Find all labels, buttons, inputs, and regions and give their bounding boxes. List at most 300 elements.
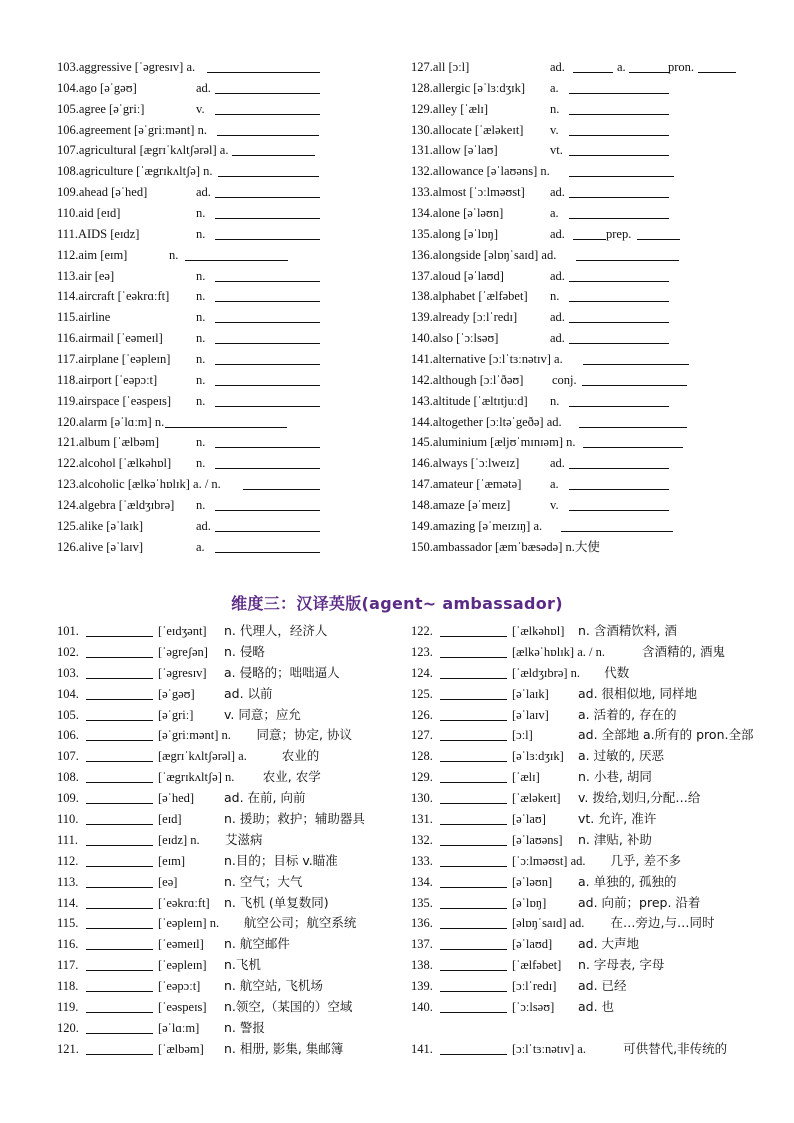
answer-blank[interactable] — [215, 204, 320, 219]
part-of-speech: n. — [196, 352, 206, 367]
answer-blank[interactable] — [569, 79, 669, 94]
phonetic: [əˈlɜːdʒɪk] — [512, 749, 564, 764]
item-number: 122. — [411, 624, 433, 638]
item-number: 136. — [411, 916, 433, 931]
answer-blank[interactable] — [215, 267, 320, 282]
vocab-row — [57, 537, 387, 558]
answer-blank[interactable] — [440, 894, 507, 909]
vocab-row — [57, 495, 387, 516]
answer-blank[interactable] — [569, 329, 669, 344]
phonetic: [ɔːlˈtɜːnətɪv] a. — [512, 1041, 586, 1056]
vocab-row — [57, 307, 387, 328]
answer-blank[interactable] — [569, 162, 674, 177]
translation-row — [411, 705, 756, 726]
answer-blank[interactable] — [86, 706, 153, 721]
answer-blank[interactable] — [86, 831, 153, 846]
vocab-term: 116.airmail [ˈeəmeɪl] — [57, 331, 163, 346]
vocab-term: 140.also [ˈɔːlsəʊ] — [411, 331, 499, 346]
translation-row — [411, 830, 756, 851]
item-number: 115. — [57, 916, 79, 931]
phonetic: [ˈælbəm] — [158, 1041, 204, 1056]
vocab-term: 146.always [ˈɔːlweɪz] — [411, 456, 520, 471]
item-number: 133. — [411, 853, 433, 868]
answer-blank[interactable] — [440, 852, 507, 867]
translation-row — [411, 1039, 756, 1060]
answer-blank[interactable] — [440, 873, 507, 888]
phonetic: [ˈeəpleɪn] n. — [158, 916, 220, 931]
answer-blank[interactable] — [86, 894, 153, 909]
answer-blank[interactable] — [698, 58, 736, 73]
part-of-speech: ad. — [196, 518, 211, 533]
phonetic: [əˈlɒŋ] — [512, 895, 547, 910]
answer-blank[interactable] — [215, 538, 320, 553]
vocab-term: 127.all [ɔːl] — [411, 60, 470, 74]
answer-blank[interactable] — [637, 225, 680, 240]
answer-blank[interactable] — [86, 685, 153, 700]
vocab-row — [411, 391, 751, 412]
translation-row — [57, 663, 402, 684]
answer-blank[interactable] — [215, 308, 320, 323]
vocab-row — [411, 286, 751, 307]
vocab-row — [411, 224, 751, 245]
answer-blank[interactable] — [629, 58, 669, 73]
answer-blank[interactable] — [215, 287, 320, 302]
phonetic: [ˈəgresɪv] — [158, 665, 207, 680]
phonetic: [ˈeəmeɪl] — [158, 937, 204, 952]
item-number: 130. — [411, 791, 433, 806]
answer-blank[interactable] — [440, 685, 507, 700]
answer-blank[interactable] — [217, 121, 319, 136]
translation-row — [57, 976, 402, 997]
item-number: 126. — [411, 707, 433, 722]
answer-blank[interactable] — [243, 475, 320, 490]
answer-blank[interactable] — [86, 747, 153, 762]
answer-blank[interactable] — [86, 810, 153, 825]
phonetic: [ɔːl] — [512, 728, 533, 743]
item-number: 141. — [411, 1041, 433, 1056]
phonetic: [əˈlaʊd] — [512, 937, 553, 952]
answer-blank[interactable] — [579, 413, 687, 428]
definition: 艾滋病 — [225, 831, 263, 847]
vocab-row — [411, 349, 751, 370]
vocab-term: 130.allocate [ˈæləkeɪt] — [411, 122, 524, 137]
vocab-term: 144.altogether [ɔːltəˈgeðə] ad. — [411, 414, 562, 429]
phonetic: [əˈlaɪv] — [512, 707, 549, 722]
translation-row — [57, 684, 402, 705]
answer-blank[interactable] — [440, 956, 507, 971]
item-number: 104. — [57, 686, 79, 701]
part-of-speech: n. — [196, 435, 206, 450]
phonetic: [ˈɔːlsəʊ] — [512, 1000, 555, 1015]
phonetic: [ˈeəpɔːt] — [158, 979, 201, 994]
part-of-speech: pron. — [668, 60, 695, 74]
phonetic: [əlɒŋˈsaɪd] ad. — [512, 916, 585, 931]
phonetic: [əˈhed] — [158, 791, 195, 806]
answer-blank[interactable] — [440, 977, 507, 992]
item-number: 105. — [57, 707, 79, 722]
vocab-row — [411, 57, 751, 78]
definition: n. 警报 — [224, 1019, 265, 1035]
definition: ad. 很相似地, 同样地 — [578, 685, 697, 701]
definition: n. 津贴, 补助 — [578, 831, 652, 847]
translation-row — [411, 893, 756, 914]
definition: v. 同意；应允 — [224, 706, 301, 722]
vocab-term: 132.allowance [əˈlaʊəns] n. — [411, 164, 550, 179]
answer-blank[interactable] — [86, 643, 153, 658]
translation-row — [57, 809, 402, 830]
definition: n. 侵略 — [224, 643, 265, 659]
section1-right-column — [411, 57, 751, 558]
vocab-term: 112.aim [eɪm] — [57, 247, 128, 262]
part-of-speech: ad. — [550, 60, 565, 74]
answer-blank[interactable] — [86, 726, 153, 741]
answer-blank[interactable] — [569, 204, 669, 219]
vocab-term: 136.alongside [əlɒŋˈsaɪd] ad. — [411, 247, 557, 262]
definition: ad. 大声地 — [578, 936, 640, 952]
translation-row — [411, 746, 756, 767]
part-of-speech: n. — [196, 226, 206, 241]
phonetic: [ægrɪˈkʌltʃərəl] a. — [158, 749, 247, 764]
definition: n. 小巷, 胡同 — [578, 769, 652, 785]
answer-blank[interactable] — [569, 183, 669, 198]
answer-blank[interactable] — [86, 852, 153, 867]
vocab-row — [57, 453, 387, 474]
phonetic: [ˈægrɪkʌltʃə] n. — [158, 770, 235, 785]
item-number: 135. — [411, 895, 433, 910]
definition: 几乎, 差不多 — [610, 852, 681, 868]
definition: ad. 以前 — [224, 685, 273, 701]
part-of-speech: n. — [196, 310, 206, 325]
phonetic: [ˈælkəhɒl] — [512, 624, 565, 638]
definition: vt. 允许, 准许 — [578, 811, 657, 827]
answer-blank[interactable] — [86, 664, 153, 679]
vocab-row — [411, 120, 751, 141]
phonetic: [ˈeəkrɑːft] — [158, 895, 210, 910]
vocab-term: 142.although [ɔːlˈðəʊ] — [411, 372, 524, 387]
part-of-speech: ad. — [550, 268, 565, 283]
vocab-term: 118.airport [ˈeəpɔːt] — [57, 372, 158, 387]
vocab-row — [57, 78, 387, 99]
translation-row — [411, 684, 756, 705]
item-number: 114. — [57, 895, 79, 910]
vocab-term: 103.aggressive [ˈəgresɪv] a. — [57, 60, 196, 74]
part-of-speech: prep. — [606, 226, 632, 241]
part-of-speech: v. — [550, 122, 559, 137]
vocab-row — [57, 474, 387, 495]
vocab-row — [411, 266, 751, 287]
item-number: 109. — [57, 791, 79, 806]
vocab-row — [57, 99, 387, 120]
definition: 同意；协定, 协议 — [256, 727, 352, 743]
definition: 农业, 农学 — [262, 769, 321, 785]
definition: n. 代理人，经济人 — [224, 623, 328, 638]
vocab-term: 129.alley [ˈælɪ] — [411, 101, 489, 116]
vocab-term: 125.alike [əˈlaɪk] — [57, 518, 144, 533]
answer-blank[interactable] — [440, 643, 507, 658]
definition: ad. 也 — [578, 999, 615, 1015]
answer-blank[interactable] — [576, 246, 679, 261]
phonetic: [əˈləʊn] — [512, 874, 553, 889]
answer-blank[interactable] — [582, 371, 687, 386]
definition: 含酒精的, 酒鬼 — [642, 643, 725, 659]
translation-row — [57, 851, 402, 872]
answer-blank[interactable] — [440, 768, 507, 783]
answer-blank[interactable] — [215, 350, 320, 365]
vocab-row — [411, 474, 751, 495]
answer-blank[interactable] — [218, 162, 319, 177]
phonetic: [ˈɔːlməʊst] ad. — [512, 853, 586, 868]
vocab-term: 138.alphabet [ˈælfəbet] — [411, 289, 528, 304]
answer-blank[interactable] — [207, 58, 320, 73]
translation-row — [411, 1018, 756, 1039]
answer-blank[interactable] — [215, 433, 320, 448]
vocab-row — [57, 161, 387, 182]
phonetic: [ɔːlˈredɪ] — [512, 979, 557, 994]
item-number: 137. — [411, 937, 433, 952]
vocab-row — [57, 245, 387, 266]
definition: n.目的；目标 v.瞄准 — [224, 852, 338, 868]
vocab-row — [411, 453, 751, 474]
vocab-row — [57, 224, 387, 245]
answer-blank[interactable] — [86, 789, 153, 804]
vocab-term: 128.allergic [əˈlɜːdʒɪk] — [411, 80, 526, 95]
definition: n. 援助；救护；辅助器具 — [224, 811, 365, 827]
phonetic: [əˈlaʊəns] — [512, 832, 563, 847]
answer-blank[interactable] — [215, 100, 320, 115]
answer-blank[interactable] — [440, 810, 507, 825]
part-of-speech: ad. — [550, 331, 565, 346]
definition: a. 侵略的；咄咄逼人 — [224, 664, 340, 680]
part-of-speech: n. — [196, 206, 206, 221]
answer-blank[interactable] — [573, 58, 613, 73]
answer-blank[interactable] — [215, 329, 320, 344]
answer-blank[interactable] — [440, 935, 507, 950]
answer-blank[interactable] — [440, 726, 507, 741]
answer-blank[interactable] — [569, 287, 669, 302]
answer-blank[interactable] — [86, 998, 153, 1013]
answer-blank[interactable] — [215, 371, 320, 386]
vocab-term: 141.alternative [ɔːlˈtɜːnətɪv] a. — [411, 352, 563, 367]
answer-blank[interactable] — [86, 1019, 153, 1034]
vocab-term: 119.airspace [ˈeəspeɪs] — [57, 393, 172, 408]
vocab-row — [411, 203, 751, 224]
part-of-speech: n. — [196, 331, 206, 346]
vocab-row — [411, 307, 751, 328]
answer-blank[interactable] — [569, 267, 669, 282]
answer-blank[interactable] — [86, 914, 153, 929]
answer-blank[interactable] — [569, 308, 669, 323]
part-of-speech: n. — [196, 456, 206, 471]
vocab-row — [411, 370, 751, 391]
item-number: 139. — [411, 979, 433, 994]
answer-blank[interactable] — [86, 956, 153, 971]
answer-blank[interactable] — [185, 246, 288, 261]
phonetic: [ˈæləkeɪt] — [512, 791, 561, 806]
section2-left-column — [57, 621, 402, 1060]
translation-row — [411, 976, 756, 997]
vocab-row — [411, 245, 751, 266]
translation-row — [57, 725, 402, 746]
item-number: 124. — [411, 665, 433, 680]
vocab-term: 143.altitude [ˈæltɪtjuːd] — [411, 393, 528, 408]
definition: 在…旁边,与…同时 — [610, 915, 715, 931]
vocab-term: 135.along [əˈlɒŋ] — [411, 226, 498, 241]
vocab-row — [411, 161, 751, 182]
part-of-speech: ad. — [550, 185, 565, 200]
phonetic: [ˈælfəbet] — [512, 958, 562, 973]
phonetic: [eɪm] — [158, 853, 186, 868]
answer-blank[interactable] — [215, 517, 320, 532]
translation-row — [57, 621, 402, 642]
answer-blank[interactable] — [86, 1040, 153, 1055]
definition: v. 拨给,划归,分配…给 — [578, 790, 701, 806]
section-title: 维度三：汉译英版(agent~ ambassador) — [231, 594, 563, 613]
answer-blank[interactable] — [440, 789, 507, 804]
answer-blank[interactable] — [569, 121, 669, 136]
translation-row — [57, 1039, 402, 1060]
vocab-row — [57, 328, 387, 349]
vocab-row — [57, 412, 387, 433]
item-number: 101. — [57, 624, 79, 638]
answer-blank[interactable] — [569, 392, 669, 407]
vocab-term: 134.alone [əˈləʊn] — [411, 206, 504, 221]
vocab-term: 104.ago [əˈgəʊ] — [57, 80, 137, 95]
answer-blank[interactable] — [440, 706, 507, 721]
item-number: 116. — [57, 937, 79, 952]
answer-blank[interactable] — [583, 350, 689, 365]
item-number: 132. — [411, 832, 433, 847]
vocab-row — [411, 412, 751, 433]
part-of-speech: n. — [196, 289, 206, 304]
vocab-row — [57, 516, 387, 537]
answer-blank[interactable] — [86, 622, 153, 637]
vocab-row — [411, 182, 751, 203]
answer-blank[interactable] — [86, 873, 153, 888]
answer-blank[interactable] — [583, 433, 683, 448]
answer-blank[interactable] — [440, 914, 507, 929]
translation-row — [57, 955, 402, 976]
item-number: 120. — [57, 1020, 79, 1035]
part-of-speech: a. — [550, 206, 559, 221]
translation-row — [57, 788, 402, 809]
answer-blank[interactable] — [215, 454, 320, 469]
item-number: 138. — [411, 958, 433, 973]
vocab-term: 121.album [ˈælbəm] — [57, 435, 160, 450]
vocab-row — [411, 99, 751, 120]
vocab-term: 147.amateur [ˈæmətə] — [411, 477, 522, 492]
part-of-speech: ad. — [550, 226, 565, 241]
definition: n. 含酒精饮料, 酒 — [578, 623, 677, 638]
answer-blank[interactable] — [86, 768, 153, 783]
part-of-speech: a. — [550, 80, 559, 95]
definition: n. 空气；大气 — [224, 873, 303, 889]
part-of-speech: ad. — [550, 310, 565, 325]
item-number: 110. — [57, 812, 79, 827]
answer-blank[interactable] — [569, 141, 669, 156]
phonetic: [əˈlaɪk] — [512, 686, 549, 701]
answer-blank[interactable] — [86, 977, 153, 992]
item-number: 125. — [411, 686, 433, 701]
vocab-term: 124.algebra [ˈældʒɪbrə] — [57, 498, 175, 513]
vocab-term: 123.alcoholic [ælkəˈhɒlɪk] a. / n. — [57, 477, 221, 492]
answer-blank[interactable] — [440, 622, 507, 637]
answer-blank[interactable] — [215, 225, 320, 240]
part-of-speech: n. — [550, 393, 560, 408]
vocab-term: 133.almost [ˈɔːlməʊst] — [411, 185, 525, 200]
phonetic: [ˈeɪdʒənt] — [158, 624, 207, 638]
part-of-speech: n. — [196, 498, 206, 513]
part-of-speech: n. — [169, 247, 179, 262]
answer-blank[interactable] — [215, 392, 320, 407]
translation-row — [411, 872, 756, 893]
item-number: 106. — [57, 728, 79, 743]
definition: n. 相册, 影集, 集邮簿 — [224, 1040, 344, 1056]
answer-blank[interactable] — [215, 79, 320, 94]
answer-blank[interactable] — [215, 496, 320, 511]
vocab-row — [57, 120, 387, 141]
item-number: 121. — [57, 1041, 79, 1056]
translation-row — [57, 934, 402, 955]
answer-blank[interactable] — [86, 935, 153, 950]
answer-blank[interactable] — [165, 413, 287, 428]
vocab-row — [57, 266, 387, 287]
translation-row — [411, 788, 756, 809]
answer-blank[interactable] — [440, 831, 507, 846]
vocab-term: 108.agriculture [ˈægrɪkʌltʃə] n. — [57, 164, 213, 179]
phonetic: [əˈgriːmənt] n. — [158, 728, 231, 743]
vocab-row — [57, 203, 387, 224]
definition: n. 航空站, 飞机场 — [224, 978, 323, 994]
item-number: 127. — [411, 728, 433, 743]
phonetic: [əˈlaʊ] — [512, 812, 546, 827]
definition: n. 航空邮件 — [224, 936, 290, 952]
answer-blank[interactable] — [569, 496, 669, 511]
part-of-speech: ad. — [196, 80, 211, 95]
answer-blank[interactable] — [561, 517, 673, 532]
item-number: 103. — [57, 665, 79, 680]
part-of-speech: n. — [196, 393, 206, 408]
vocab-term: 145.aluminium [æljʊˈmɪnɪəm] n. — [411, 435, 576, 450]
answer-blank[interactable] — [569, 100, 669, 115]
phonetic: [əˈgəʊ] — [158, 686, 195, 701]
definition: ad. 在前, 向前 — [224, 790, 306, 806]
answer-blank[interactable] — [573, 225, 606, 240]
phonetic: [eɪdz] n. — [158, 832, 200, 847]
translation-row — [411, 934, 756, 955]
vocab-term: 120.alarm [əˈlɑːm] n. — [57, 414, 165, 429]
answer-blank[interactable] — [569, 475, 669, 490]
answer-blank[interactable] — [440, 747, 507, 762]
translation-row — [57, 997, 402, 1018]
part-of-speech: ad. — [550, 456, 565, 471]
part-of-speech: n. — [196, 372, 206, 387]
answer-blank[interactable] — [215, 183, 320, 198]
answer-blank[interactable] — [440, 664, 507, 679]
translation-row — [57, 872, 402, 893]
answer-blank[interactable] — [569, 454, 669, 469]
item-number: 117. — [57, 958, 79, 973]
section1-left-column — [57, 57, 387, 558]
answer-blank[interactable] — [232, 141, 315, 156]
answer-blank[interactable] — [440, 998, 507, 1013]
vocab-row — [411, 516, 751, 537]
translation-row — [57, 830, 402, 851]
vocab-row — [57, 349, 387, 370]
item-number: 107. — [57, 749, 79, 764]
translation-row — [411, 663, 756, 684]
vocab-term: 106.agreement [əˈgriːmənt] n. — [57, 122, 207, 137]
answer-blank[interactable] — [440, 1040, 507, 1055]
